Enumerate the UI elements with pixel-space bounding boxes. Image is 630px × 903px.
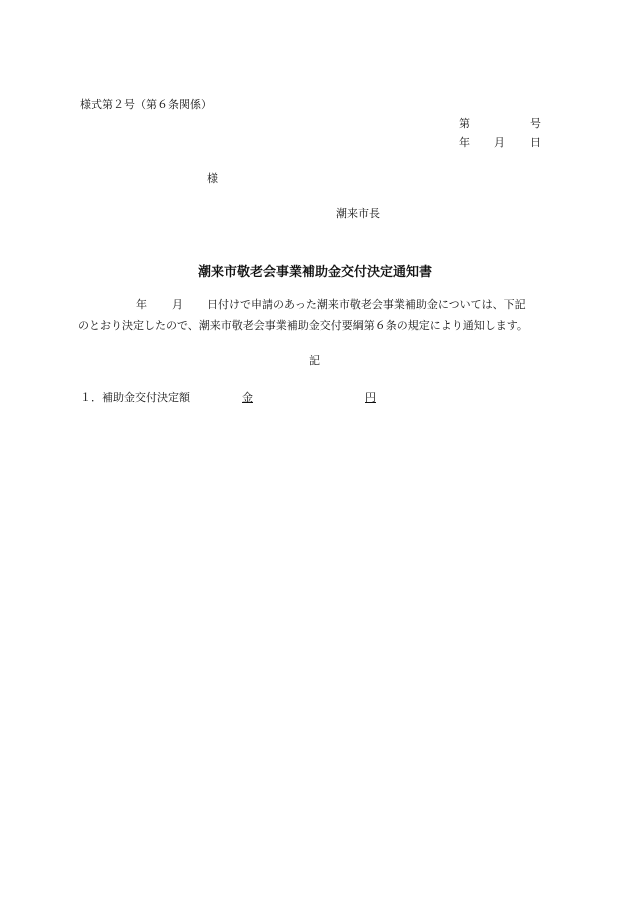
date-month: 月: [494, 136, 505, 149]
page-title: 潮来市敬老会事業補助金交付決定通知書: [197, 265, 432, 280]
item-amount-field: [242, 389, 376, 405]
doc-number-suffix: 号: [530, 117, 541, 130]
body-line1-rest: 日付けで申請のあった潮来市敬老会事業補助金については、下記: [207, 298, 526, 311]
date-year: 年: [459, 136, 470, 149]
item-label: １．補助金交付決定額: [80, 391, 190, 404]
item-amount-unit: 円: [365, 391, 376, 404]
ki-heading: 記: [309, 354, 320, 367]
addressee-suffix: 様: [207, 172, 218, 185]
date-day: 日: [530, 136, 541, 149]
form-label: 様式第２号（第６条関係）: [80, 98, 212, 111]
body-line2: のとおり決定したので、潮来市敬老会事業補助金交付要綱第６条の規定により通知します。: [78, 319, 528, 332]
item-amount-blank: [253, 391, 365, 404]
body-year: 年: [136, 298, 147, 311]
sender: 潮来市長: [336, 207, 380, 220]
body-month: 月: [172, 298, 183, 311]
item-amount-prefix: 金: [242, 391, 253, 404]
doc-number-prefix: 第: [459, 117, 470, 130]
